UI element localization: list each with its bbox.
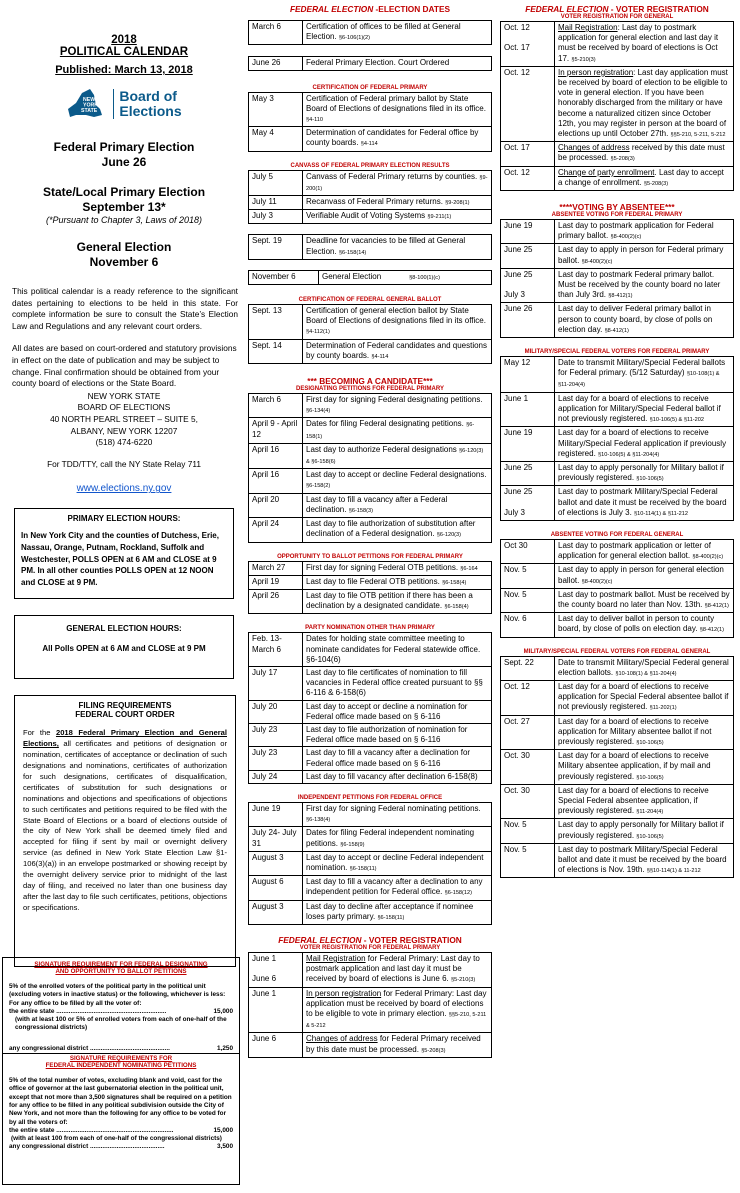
table-row bbox=[501, 486, 734, 521]
table-row bbox=[249, 469, 492, 493]
row-description: Last day to deliver Federal primary ballot in person to county board, by close of polls on election day. §8-412(1) bbox=[555, 303, 734, 338]
general-hours-title: GENERAL ELECTION HOURS: bbox=[66, 624, 182, 634]
row-description: Last day to postmark Military/Special Federal ballot and date it must be received by the board of elections is July 3. §10-114(1) & §11-212 bbox=[555, 486, 734, 521]
table-row bbox=[249, 723, 492, 746]
row-description: Last day to deliver ballot in person to county board, by close of polls on election day. §8-412(1) bbox=[555, 613, 734, 637]
row-date: April 9 - April 12 bbox=[249, 418, 303, 443]
row-date: Nov. 5 bbox=[501, 843, 555, 878]
table-row: June 6 Changes of address for Federal Primary received by this date must be processed. §5-208(3) bbox=[249, 1033, 492, 1057]
table-row bbox=[501, 613, 734, 637]
row-description: Certification of general election ballot by State Board of Elections of designations filed in its office. §4-112(1) bbox=[303, 305, 492, 340]
row-description: Last day to accept or decline Federal designations. §6-158(2) bbox=[303, 469, 492, 493]
primary-hours-text: In New York City and the counties of Dutchess, Erie, Nassau, Orange, Putnam, Rockland, Suffolk and Westchester, POLLS OPEN at 6 AM and CLOSE at 9 PM. In all other counties POLLS OPEN at 12 NOON and CLOSE at 9 PM. bbox=[21, 531, 219, 587]
absentee-primary-title: ABSENTEE VOTING FOR FEDERAL PRIMARY bbox=[551, 212, 683, 219]
table-row bbox=[501, 843, 734, 878]
row-date: Oct. 30 bbox=[501, 784, 555, 819]
cert-primary-title: CERTIFICATION OF FEDERAL PRIMARY bbox=[312, 84, 428, 91]
general-hours-box bbox=[14, 615, 234, 679]
row-description: Last day to decline after acceptance if nominee loses party primary. §6-158(11) bbox=[303, 900, 492, 924]
federal-primary-date: June 26 bbox=[101, 155, 147, 169]
address-block: NEW YORK STATE BOARD OF ELECTIONS 40 NORTH PEARL STREET – SUITE 5, ALBANY, NEW YORK 12207 (518) 474-6220 bbox=[50, 390, 198, 448]
signature-requirements-box: SIGNATURE REQUIREMENT FOR FEDERAL DESIGNATING AND OPPORTUNITY TO BALLOT PETITIONS 5% of the enrolled voters of the political party in the political unit (excluding voters in inactive status) or the following, whichever is less: For any office to be filled by all the voter of: the entire state .............................................................. 15,000 (with at least 100 or 5% of enrolled voters from each of one-half of the congressional districts) any congressional district ............................................. 1,250 SIGNATURE REQUIREMENTS FOR FEDERAL INDEPENDENT NOMINATING PETITIONS 5% of the total number of votes, excluding blank and void, cast for the office of governor at the last gubernatorial election in the political unit, except that not more than 3,500 signatures shall be required on a petition for any office to be filled in any political subdivision outside the City of New York, and not more than the following for any office to be voted for by all the voters of: the entire state .................................................................. 15,000 (with at least 100 from each of one-half of the congressional districts) any congressional district .......................................... 3,500 bbox=[2, 957, 240, 1185]
table-row bbox=[501, 656, 734, 680]
svg-text:NEW: NEW bbox=[83, 97, 96, 103]
table-row bbox=[501, 539, 734, 563]
intro-paragraph: This political calendar is a ready reference to the significant dates pertaining to elections to be held in this state. For complete information be sure to consult the State’s Election Law and Regulations and any relevant court orders. bbox=[12, 286, 238, 331]
general-hours-text: All Polls OPEN at 6 AM and CLOSE at 9 PM bbox=[42, 644, 206, 654]
row-description: Determination of Federal candidates and questions by county boards. §4-114 bbox=[303, 339, 492, 363]
cert-general-table bbox=[248, 304, 492, 364]
table-row: November 6 General Election §8-100(1)(c) bbox=[249, 270, 492, 284]
row-date: June 26 bbox=[501, 303, 555, 338]
table-row bbox=[501, 564, 734, 588]
general-registration-subtitle: VOTER REGISTRATION FOR GENERAL bbox=[560, 14, 674, 20]
row-date: March 27 bbox=[249, 561, 303, 575]
row-date: Nov. 5 bbox=[501, 588, 555, 612]
row-description: Dates for holding state committee meeting to nominate candidates for Federal statewide office. §6-104(6) bbox=[303, 633, 492, 667]
row-date: Nov. 6 bbox=[501, 613, 555, 637]
state-local-date: September 13* bbox=[82, 200, 166, 214]
independent-table bbox=[248, 802, 492, 925]
table-row bbox=[501, 427, 734, 462]
table-row: June 26 Federal Primary Election. Court Ordered bbox=[249, 57, 492, 70]
table-row bbox=[501, 680, 734, 715]
row-date: April 19 bbox=[249, 575, 303, 589]
table-row bbox=[249, 418, 492, 443]
table-row bbox=[249, 589, 492, 613]
ny-state-map-icon bbox=[66, 87, 104, 121]
row-date: June 25 bbox=[501, 461, 555, 485]
voter-primary-subtitle: VOTER REGISTRATION FOR FEDERAL PRIMARY bbox=[299, 944, 441, 951]
voter-primary-table bbox=[248, 952, 492, 1058]
row-description: Last day to postmark ballot. Must be received by the county board no later than Nov. 13th. §8-412(1) bbox=[555, 588, 734, 612]
row-description: Last day for a board of elections to receive Special Federal absentee application, if previously registered. §11-204(4) bbox=[555, 784, 734, 819]
row-date: Nov. 5 bbox=[501, 819, 555, 843]
table-row bbox=[501, 357, 734, 393]
row-description: First day for signing Federal OTB petitions. §6-164 bbox=[303, 561, 492, 575]
row-date: July 20 bbox=[249, 700, 303, 723]
primary-hours-box bbox=[14, 508, 234, 599]
vacancy-table bbox=[248, 234, 492, 259]
row-date: July 23 bbox=[249, 723, 303, 746]
row-description: Verifiable Audit of Voting Systems §9-211(1) bbox=[303, 210, 492, 224]
row-description: Last day to postmark application or letter of application for general election ballot. §8-400(2)(c) bbox=[555, 539, 734, 563]
row-description: Last day to fill vacancy after declination 6-158(8) bbox=[303, 770, 492, 783]
row-description: Last day for a board of elections to receive application for Special Federal absentee ballot if not previously registered. §11-202(1) bbox=[555, 680, 734, 715]
table-row bbox=[249, 900, 492, 924]
row-description: Last day to apply personally for Military ballot if previously registered. §10-106(5) bbox=[555, 819, 734, 843]
row-date: April 16 bbox=[249, 469, 303, 493]
table-row bbox=[501, 220, 734, 244]
filing-text: For the 2018 Federal Primary Election and General Elections, all certificates and petitions of designation or nomination, certificates of acceptance or declination of such designations and nominations, certificates of authorization for such designations, certificates of disqualification, certificates of substitution for such designations or nominations and objections and specifications of objections to such certificates and petitions required to be filed with the State Board of Elections or a board of elections outside of the city of New York shall be deemed timely filed and accepted for filing if sent by mail or overnight delivery service (as defined in New York State Election Law §1-106(3)(a)) in an envelope postmarked or showing receipt by the overnight delivery service prior to midnight of the last day of filing, and received no later than one business day after the last day to file such certificates, petitions, objections or specifications. bbox=[23, 728, 227, 912]
table-row bbox=[249, 770, 492, 783]
table-row bbox=[249, 196, 492, 210]
row-date: July 11 bbox=[249, 196, 303, 210]
general-registration-title: FEDERAL ELECTION - VOTER REGISTRATION bbox=[525, 4, 709, 14]
canvass-table bbox=[248, 170, 492, 225]
table-row bbox=[501, 268, 734, 303]
table-row bbox=[249, 127, 492, 151]
general-election-table bbox=[248, 270, 492, 285]
table-row: Oct. 12 Oct. 17 Mail Registration: Last day to postmark application for general election and last day it must be received by board of elections is Oct 17. §5-210(3) bbox=[501, 22, 734, 67]
row-date: August 3 bbox=[249, 900, 303, 924]
table-row bbox=[249, 876, 492, 900]
table-row bbox=[249, 633, 492, 667]
absentee-title: ****VOTING BY ABSENTEE*** bbox=[559, 202, 675, 213]
row-date: May 12 bbox=[501, 357, 555, 393]
row-date: April 24 bbox=[249, 518, 303, 542]
row-date: August 6 bbox=[249, 876, 303, 900]
row-description: Last day for a board of elections to receive Military absentee application, if by mail and previously registered. §10-106(5) bbox=[555, 750, 734, 785]
row-description: Last day to file OTB petition if there has been a declination by a designated candidate. §6-158(4) bbox=[303, 589, 492, 613]
row-description: Certification of Federal primary ballot by State Board of Elections of designations filed in its office. §4-110 bbox=[303, 92, 492, 127]
row-description: Last day to fill a vacancy after a declination to any independent petition for Federal office. §6-158(12) bbox=[303, 876, 492, 900]
row-date: Sept. 22 bbox=[501, 656, 555, 680]
row-description: Last day to apply in person for Federal primary ballot. §8-400(2)(c) bbox=[555, 244, 734, 268]
row-date: Nov. 5 bbox=[501, 564, 555, 588]
table-row bbox=[249, 575, 492, 589]
row-date: July 23 bbox=[249, 747, 303, 770]
table-row: June 1 June 6 Mail Registration for Federal Primary: Last day to postmark application and last day it must be received by board of elections is June 6. §5-210(3) bbox=[249, 952, 492, 987]
table-row: June 1 In person registration for Federal Primary: Last day application must be received by board of elections to be eligible to vote in primary election. §§5-210, 5-211 & 5-212 bbox=[249, 987, 492, 1033]
row-description: Last day to fill a vacancy after a Federal declination. §6-158(3) bbox=[303, 493, 492, 517]
absentee-general-title: ABSENTEE VOTING FOR FEDERAL GENERAL bbox=[550, 531, 684, 538]
row-date: Sept. 13 bbox=[249, 305, 303, 340]
party-nomination-table bbox=[248, 632, 492, 784]
tdd-line: For TDD/TTY, call the NY State Relay 711 bbox=[47, 458, 201, 469]
row-date: June 25 bbox=[501, 244, 555, 268]
row-description: Dates for filing Federal designating petitions. §6-158(1) bbox=[303, 418, 492, 443]
row-date: July 3 bbox=[249, 210, 303, 224]
published-date: Published: March 13, 2018 bbox=[55, 64, 193, 76]
column-right bbox=[500, 0, 734, 878]
svg-text:STATE: STATE bbox=[81, 108, 98, 114]
row-date: Feb. 13- March 6 bbox=[249, 633, 303, 667]
military-general-table bbox=[500, 656, 734, 879]
row-date: June 25 July 3 bbox=[501, 268, 555, 303]
row-description: Last day for a board of elections to receive Military/Special Federal application if previously registered. §10-106(5) & §11-204(4) bbox=[555, 427, 734, 462]
calendar-title: POLITICAL CALENDAR bbox=[59, 46, 189, 58]
row-description: Date to transmit Military/Special Federal ballots for Federal primary. (5/12 Saturday) §10-108(1) & §11-204(4) bbox=[555, 357, 734, 393]
table-row bbox=[249, 394, 492, 418]
federal-primary-title: Federal Primary Election bbox=[53, 140, 195, 154]
row-description: Last day for a board of elections to receive application for Military/Special Federal ballot if not previously registered. §10-106(5) & §11-202 bbox=[555, 392, 734, 427]
row-date: Oct. 27 bbox=[501, 715, 555, 750]
row-date: June 19 bbox=[501, 220, 555, 244]
designating-title: DESIGNATING PETITIONS FOR FEDERAL PRIMARY bbox=[296, 386, 444, 393]
table-row bbox=[249, 518, 492, 542]
military-primary-table bbox=[500, 356, 734, 521]
row-description: Last day to fill a vacancy after a declination for Federal office made based on § 6-116 bbox=[303, 747, 492, 770]
voter-registration-title: FEDERAL ELECTION - VOTER REGISTRATION bbox=[278, 934, 462, 945]
row-date: June 25 July 3 bbox=[501, 486, 555, 521]
row-date: April 20 bbox=[249, 493, 303, 517]
state-local-title: State/Local Primary Election bbox=[42, 185, 206, 199]
svg-text:YORK: YORK bbox=[83, 102, 99, 109]
otb-table bbox=[248, 561, 492, 615]
row-description: Last day to apply personally for Military ballot if previously registered. §10-106(5) bbox=[555, 461, 734, 485]
logo-wordmark: Board of Elections bbox=[108, 89, 181, 119]
absentee-primary-table bbox=[500, 219, 734, 338]
row-description: First day for signing Federal designating petitions. §6-134(4) bbox=[303, 394, 492, 418]
table-row: Oct. 17 Changes of address received by this date must be processed. §5-208(3) bbox=[501, 142, 734, 166]
row-description: Last day to file certificates of nomination to fill vacancies in Federal office created pursuant to §§ 6-116 & 6-158(6) bbox=[303, 666, 492, 700]
filing-requirements-box bbox=[14, 695, 236, 967]
year-title: 2018 bbox=[111, 34, 137, 46]
row-description: Last day to authorize Federal designations §6-120(3) & §6-158(6) bbox=[303, 443, 492, 468]
row-description: Last day to accept or decline Federal independent nomination. §6-158(11) bbox=[303, 851, 492, 875]
table-row bbox=[249, 305, 492, 340]
table-row bbox=[501, 819, 734, 843]
table-row bbox=[501, 461, 734, 485]
row-description: Dates for filing Federal independent nominating petitions. §6-158(9) bbox=[303, 827, 492, 851]
general-election-date: November 6 bbox=[89, 255, 159, 269]
column-left bbox=[8, 0, 240, 967]
row-date: March 6 bbox=[249, 394, 303, 418]
table-row bbox=[249, 210, 492, 224]
cert-primary-table bbox=[248, 92, 492, 152]
row-description: Canvass of Federal Primary returns by counties. §9-200(1) bbox=[303, 170, 492, 195]
row-date: Oct. 30 bbox=[501, 750, 555, 785]
general-election-title: General Election bbox=[76, 240, 172, 254]
row-date: June 1 bbox=[501, 392, 555, 427]
row-description: Last day to accept or decline a nomination for Federal office made based on § 6-116 bbox=[303, 700, 492, 723]
military-primary-title: MILITARY/SPECIAL FEDERAL VOTERS FOR FEDERAL PRIMARY bbox=[524, 349, 710, 356]
military-general-title: MILITARY/SPECIAL FEDERAL VOTERS FOR FEDERAL GENERAL bbox=[523, 648, 711, 655]
row-description: Last day to postmark Federal primary ballot. Must be received by the county board no later than July 3rd. §8-412(1) bbox=[555, 268, 734, 303]
table-row bbox=[249, 851, 492, 875]
offices-certification-table bbox=[248, 20, 492, 45]
row-description: Last day to apply in person for general election ballot. §8-400(2)(c) bbox=[555, 564, 734, 588]
federal-primary-table bbox=[248, 56, 492, 70]
absentee-general-table bbox=[500, 539, 734, 638]
table-row bbox=[249, 666, 492, 700]
table-row bbox=[249, 561, 492, 575]
row-description: Last day to file authorization of nomination for Federal office made based on § 6-116 bbox=[303, 723, 492, 746]
row-date: Oct 30 bbox=[501, 539, 555, 563]
table-row: Oct. 12 Change of party enrollment. Last day to accept a change of enrollment. §5-208(3) bbox=[501, 166, 734, 190]
general-registration-table bbox=[500, 21, 734, 191]
row-description: First day for signing Federal nominating petitions. §6-138(4) bbox=[303, 802, 492, 826]
table-row bbox=[501, 303, 734, 338]
disclaimer-paragraph: All dates are based on court-ordered and statutory provisions in effect on the date of publication and may be subject to change. Final confirmation should be obtained from your county board of elections or the State Board. bbox=[12, 343, 237, 389]
table-row: March 6 Certification of offices to be filled at General Election. §6-106(1)(2) bbox=[249, 21, 492, 45]
independent-title: INDEPENDENT PETITIONS FOR FEDERAL OFFICE bbox=[297, 794, 443, 801]
row-date: April 16 bbox=[249, 443, 303, 468]
row-description: Last day to postmark application for Federal primary ballot. §8-400(2)(c) bbox=[555, 220, 734, 244]
table-row bbox=[501, 715, 734, 750]
row-date: Sept. 14 bbox=[249, 339, 303, 363]
state-local-note: (*Pursuant to Chapter 3, Laws of 2018) bbox=[45, 215, 203, 225]
designating-table bbox=[248, 393, 492, 542]
election-dates-title: FEDERAL ELECTION -ELECTION DATES bbox=[289, 4, 451, 14]
row-date: August 3 bbox=[249, 851, 303, 875]
row-date: May 3 bbox=[249, 92, 303, 127]
row-date: July 24- July 31 bbox=[249, 827, 303, 851]
party-nomination-title: PARTY NOMINATION OTHER THAN PRIMARY bbox=[305, 625, 435, 632]
row-date: June 19 bbox=[249, 802, 303, 826]
row-description: Last day to file Federal OTB petitions. §6-158(4) bbox=[303, 575, 492, 589]
filing-subtitle: FEDERAL COURT ORDER bbox=[75, 710, 175, 720]
table-row bbox=[249, 92, 492, 127]
row-date: July 5 bbox=[249, 170, 303, 195]
table-row bbox=[501, 588, 734, 612]
table-row bbox=[249, 747, 492, 770]
website-link[interactable]: www.elections.ny.gov bbox=[76, 483, 172, 495]
table-row bbox=[501, 750, 734, 785]
otb-title: OPPORTUNITY TO BALLOT PETITIONS FOR FEDERAL PRIMARY bbox=[277, 553, 463, 560]
canvass-title: CANVASS OF FEDERAL PRIMARY ELECTION RESULTS bbox=[290, 162, 450, 169]
row-description: Determination of candidates for Federal office by county boards. §4-114 bbox=[303, 127, 492, 151]
row-description: Date to transmit Military/Special Federal general election ballots. §10-108(1) & §11-204(4) bbox=[555, 656, 734, 680]
table-row bbox=[249, 339, 492, 363]
row-description: Last day to file authorization of substitution after declination of a Federal designation. §6-120(3) bbox=[303, 518, 492, 542]
table-row bbox=[501, 244, 734, 268]
row-date: Oct. 12 bbox=[501, 680, 555, 715]
table-row: Oct. 12 In person registration: Last day application must be received by board of election to be eligible to vote in general election. If you have been honorably discharged from the military or have become a naturalized citizen since October 12th, you may register in person at the board of elections up until October 27th. §§5-210, 5-211, 5-212 bbox=[501, 66, 734, 141]
filing-title: FILING REQUIREMENTS bbox=[78, 701, 172, 711]
row-date: April 26 bbox=[249, 589, 303, 613]
row-date: July 17 bbox=[249, 666, 303, 700]
row-date: July 24 bbox=[249, 770, 303, 783]
primary-hours-title: PRIMARY ELECTION HOURS: bbox=[67, 514, 181, 524]
column-middle bbox=[248, 0, 492, 1058]
table-row: Sept. 19 Deadline for vacancies to be filled at General Election. §6-158(14) bbox=[249, 235, 492, 259]
table-row bbox=[249, 170, 492, 195]
table-row bbox=[249, 443, 492, 468]
row-date: May 4 bbox=[249, 127, 303, 151]
row-description: Recanvass of Federal Primary returns. §9-208(1) bbox=[303, 196, 492, 210]
table-row bbox=[249, 827, 492, 851]
cert-general-title: CERTIFICATION OF FEDERAL GENERAL BALLOT bbox=[298, 297, 442, 304]
row-description: Last day to postmark Military/Special Federal ballot and date it must be received by the board of elections is Nov. 19th. §§10-114(1) & 11-212 bbox=[555, 843, 734, 878]
becoming-candidate-title: *** BECOMING A CANDIDATE*** bbox=[307, 376, 433, 387]
row-date: June 19 bbox=[501, 427, 555, 462]
table-row bbox=[501, 784, 734, 819]
board-of-elections-logo bbox=[8, 84, 240, 124]
row-description: Last day for a board of elections to receive application for Military absentee ballot if not previously registered. §10-106(5) bbox=[555, 715, 734, 750]
table-row bbox=[249, 493, 492, 517]
table-row bbox=[249, 802, 492, 826]
table-row bbox=[249, 700, 492, 723]
table-row bbox=[501, 392, 734, 427]
